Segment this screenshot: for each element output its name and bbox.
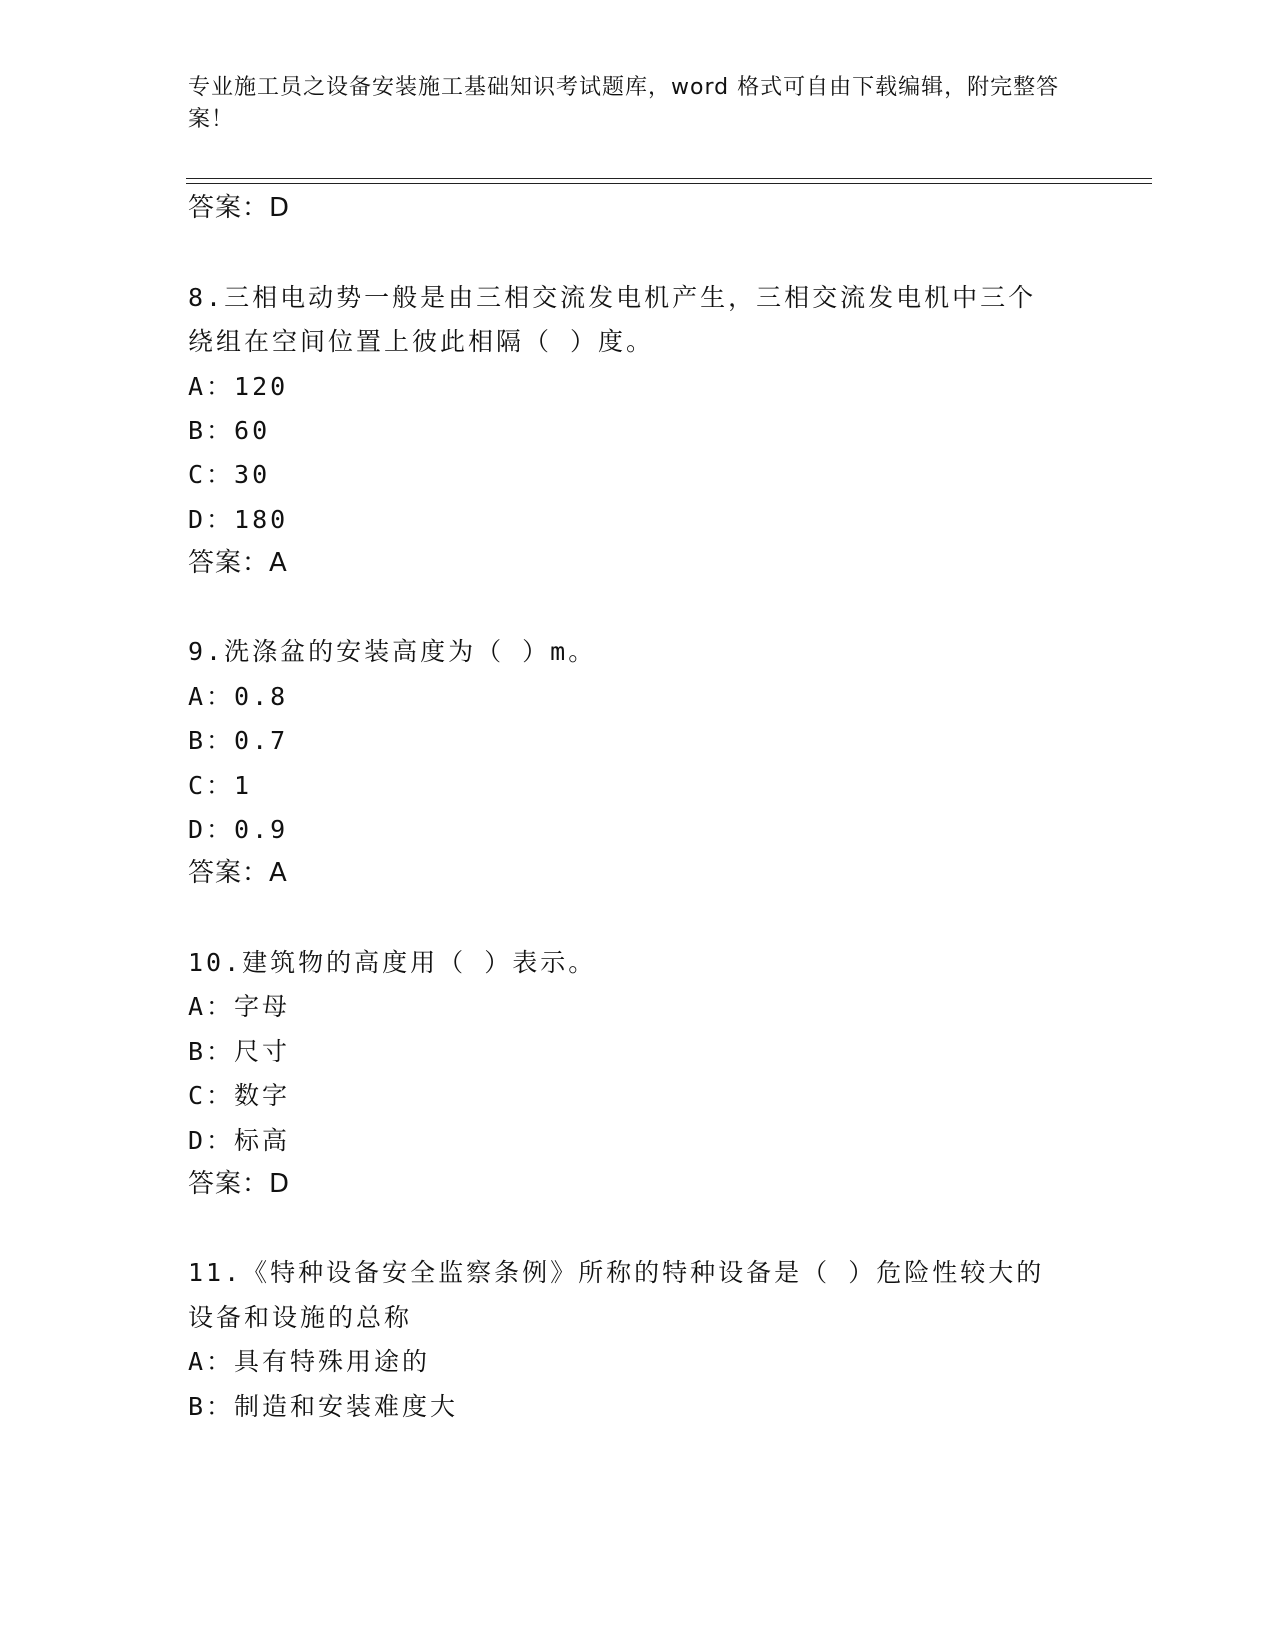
question-8-answer: 答案：A [188, 548, 288, 578]
question-8-stem-line-1: 8.三相电动势一般是由三相交流发电机产生，三相交流发电机中三个 [188, 283, 1037, 312]
question-9-option-d: D：0.9 [188, 815, 289, 844]
question-8-option-a: A：120 [188, 372, 289, 401]
document-header: 专业施工员之设备安装施工基础知识考试题库，word 格式可自由下载编辑，附完整答案！ [188, 75, 1060, 132]
question-9-option-b: B：0.7 [188, 726, 289, 755]
question-8-stem-line-2: 绕组在空间位置上彼此相隔（ ）度。 [188, 327, 655, 356]
question-8-option-d: D：180 [188, 505, 289, 534]
question-10-option-b: B：尺寸 [188, 1037, 291, 1066]
question-10-stem-line-1: 10.建筑物的高度用（ ）表示。 [188, 948, 597, 977]
question-11-stem-line-1: 11.《特种设备安全监察条例》所称的特种设备是（ ）危险性较大的 [188, 1258, 1045, 1287]
question-8-option-b: B：60 [188, 416, 271, 445]
header-rule-bottom [186, 183, 1152, 184]
question-11-stem-line-2: 设备和设施的总称 [188, 1303, 413, 1332]
question-11-option-b: B：制造和安装难度大 [188, 1392, 459, 1421]
header-rule-top [186, 178, 1152, 179]
question-10-option-a: A：字母 [188, 992, 291, 1021]
question-9-answer: 答案：A [188, 858, 288, 888]
prev-answer: 答案：D [188, 193, 291, 223]
question-8-option-c: C：30 [188, 460, 271, 489]
question-11-option-a: A：具有特殊用途的 [188, 1347, 431, 1376]
question-10-answer: 答案：D [188, 1169, 291, 1199]
question-10-option-c: C：数字 [188, 1081, 291, 1110]
question-9-option-c: C：1 [188, 771, 253, 800]
question-9-stem-line-1: 9.洗涤盆的安装高度为（ ）m。 [188, 637, 597, 666]
question-9-option-a: A：0.8 [188, 682, 289, 711]
question-10-option-d: D：标高 [188, 1126, 291, 1155]
